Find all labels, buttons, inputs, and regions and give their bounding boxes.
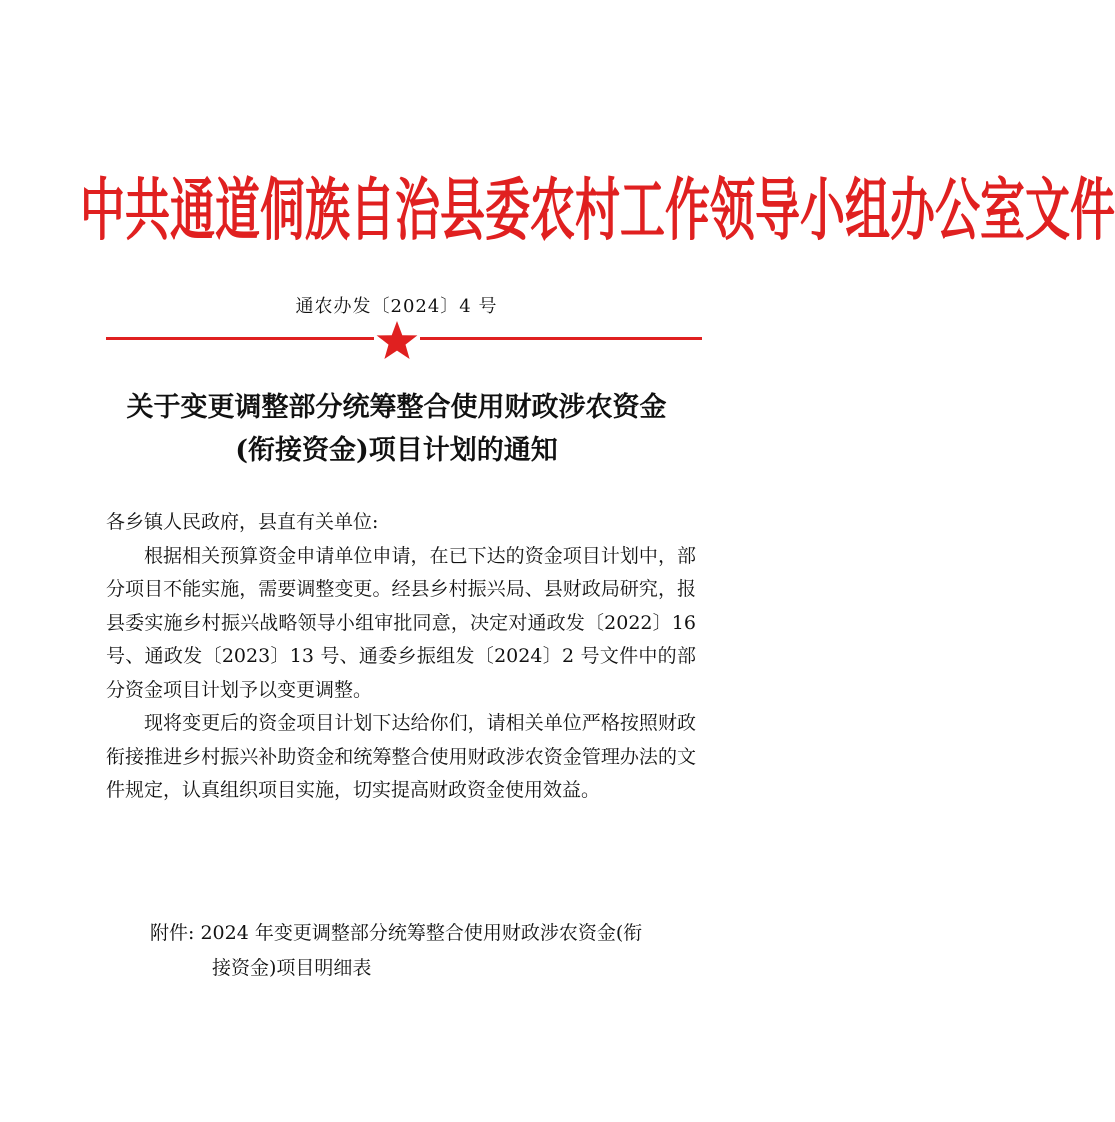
red-divider-left: [106, 337, 374, 340]
document-title-line-1: 关于变更调整部分统筹整合使用财政涉农资金: [126, 392, 667, 423]
document-title-line-2: (衔接资金)项目计划的通知: [235, 435, 558, 466]
document-title: [90, 386, 703, 472]
red-star-icon: [374, 320, 420, 360]
attachment-line-1: 附件: 2024 年变更调整部分统筹整合使用财政涉农资金(衔: [150, 922, 643, 944]
attachment-line-2: 接资金)项目明细表: [212, 957, 372, 979]
issuing-organization-header: 中共通道侗族自治县委农村工作领导小组办公室文件: [80, 170, 1115, 250]
body-paragraph-2: 现将变更后的资金项目计划下达给你们，请相关单位严格按照财政衔接推进乡村振兴补助资金和统筹整合使用财政涉农资金管理办法的文件规定，认真组织项目实施，切实提高财政资金使用效益。: [106, 712, 696, 801]
red-divider-right: [420, 337, 702, 340]
document-number: 通农办发〔2024〕4 号: [295, 296, 498, 317]
salutation: 各乡镇人民政府，县直有关单位:: [106, 511, 379, 533]
attachment-note: [150, 916, 700, 986]
document-body: [106, 506, 696, 808]
body-paragraph-1: 根据相关预算资金申请单位申请，在已下达的资金项目计划中，部分项目不能实施，需要调整变更。经县乡村振兴局、县财政局研究，报县委实施乡村振兴战略领导小组审批同意，决定对通政发〔2022〕16 号、通政发〔2023〕13 号、通委乡振组发〔2024〕2 号文件中的部分资金项目计划予以变更调整。: [106, 544, 696, 701]
